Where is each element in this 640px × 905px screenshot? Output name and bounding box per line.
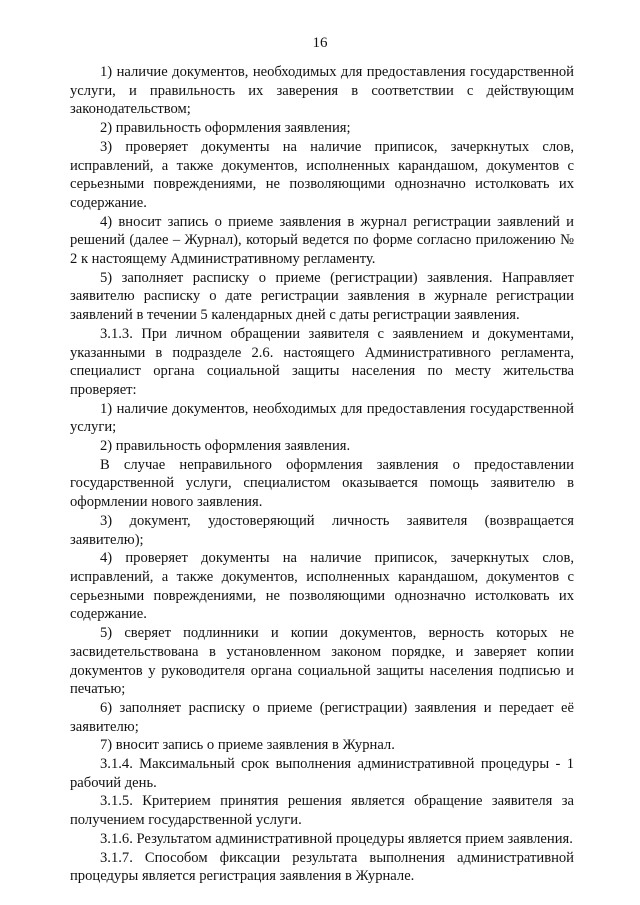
page-number: 16 [312,35,328,51]
paragraph-4: 4) вносит запись о приеме заявления в журнал регистрации заявлений и решений (далее – Журнал), который ведется по форме согласно приложению № 2 к настоящему Административному регламенту. [70,213,574,268]
paragraph-9: В случае неправильного оформления заявления о предоставлении государственной услуги, специалистом оказывается помощь заявителю в оформлении нового заявления. [70,456,574,511]
paragraph-3: 3) проверяет документы на наличие приписок, зачеркнутых слов, исправлений, а также документов, исполненных карандашом, документов с серьезными повреждениями, не позволяющими однозначно истолковать их содержание. [70,138,574,211]
paragraph-5: 5) заполняет расписку о приеме (регистрации) заявления. Направляет заявителю расписку о дате регистрации заявления в журнале регистрации заявлений в течении 5 календарных дней с даты регистрации заявления. [70,269,574,324]
paragraph-7: 1) наличие документов, необходимых для предоставления государственной услуги; [70,400,574,436]
paragraph-15: 3.1.4. Максимальный срок выполнения административной процедуры - 1 рабочий день. [70,756,574,791]
paragraph-12: 5) сверяет подлинники и копии документов, верность которых не засвидетельствована в установленном законом порядке, и заверяет копии документов у руководителя органа социальной защиты населения подписью и печатью; [70,625,574,698]
paragraph-6: 3.1.3. При личном обращении заявителя с заявлением и документами, указанными в подразделе 2.6. настоящего Административного регламента, специалист органа социальной защиты населения по месту жительства проверяет: [70,325,574,398]
paragraph-13: 6) заполняет расписку о приеме (регистрации) заявления и передает её заявителю; [70,699,574,735]
paragraph-14: 7) вносит запись о приеме заявления в Журнал. [100,737,395,754]
paragraph-8: 2) правильность оформления заявления. [100,438,351,455]
paragraph-1: 1) наличие документов, необходимых для предоставления государственной услуги, и правильность их заверения в соответствии с действующим законодательством; [70,64,574,118]
paragraph-10: 3) документ, удостоверяющий личность заявителя (возвращается заявителю); [70,512,574,548]
paragraph-18: 3.1.7. Способом фиксации результата выполнения административной процедуры является регистрация заявления в Журнале. [70,849,574,885]
paragraph-17: 3.1.6. Результатом административной процедуры является прием заявления. [100,830,573,847]
paragraph-16: 3.1.5. Критерием принятия решения является обращение заявителя за получением государственной услуги. [70,793,574,829]
paragraph-11: 4) проверяет документы на наличие приписок, зачеркнутых слов, исправлений, а также документов, исполненных карандашом, документов с серьезными повреждениями, не позволяющими однозначно истолковать их содержание. [70,550,574,623]
paragraph-2: 2) правильность оформления заявления; [100,120,351,137]
document-body [70,63,574,886]
